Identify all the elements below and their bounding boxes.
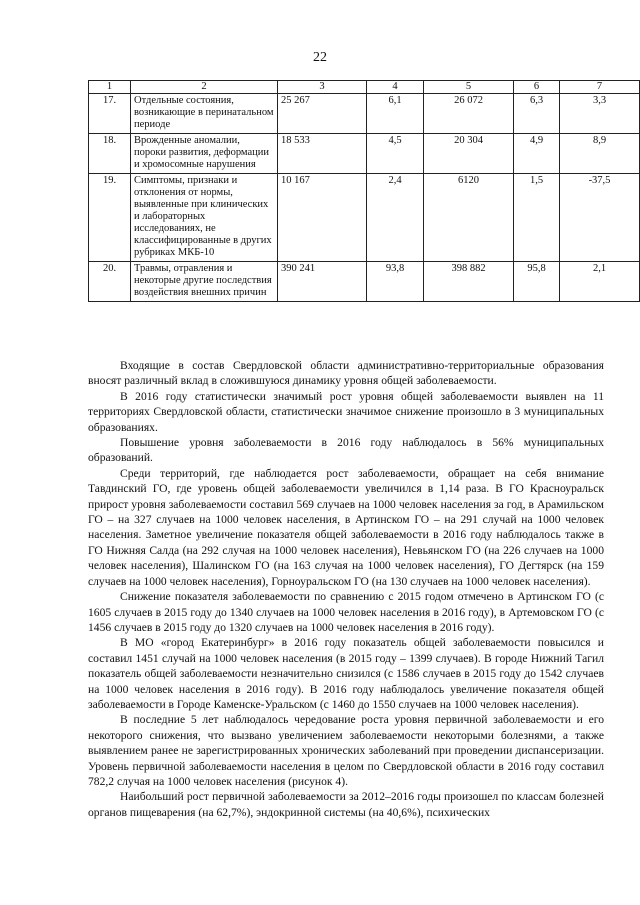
share-2015: 4,5 [367,134,424,174]
disease-class: Врожденные аномалии, пороки развития, деформации и хромосомные нарушения [131,134,278,174]
table-row [89,174,640,262]
cases-2015: 18 533 [278,134,367,174]
table-row [89,134,640,174]
change-percent: 2,1 [560,262,640,302]
paragraph: В 2016 году статистически значимый рост уровня общей заболеваемости выявлен на 11 территориях Свердловской области, статистически значимое снижение произошло в 3 муниципальных образованиях. [88,389,604,434]
paragraph: Повышение уровня заболеваемости в 2016 году наблюдалось в 56% муниципальных образований. [88,436,604,465]
paragraph: В МО «город Екатеринбург» в 2016 году показатель общей заболеваемости повысился и составил 1451 случай на 1000 человек населения (в 2015 году – 1399 случаев). В городе Нижний Тагил показатель общей заболеваемости незначительно снизился (с 1586 случаев в 2015 году до 1542 случаев на 1000 человек населения в 2016 году). В 2016 году наблюдалось увеличение показателя общей заболеваемости в Городе Каменске-Уральском (с 1460 до 1550 случаев на 1000 человек населения). [88,636,604,711]
share-2016: 6,3 [514,94,560,134]
change-percent: 8,9 [560,134,640,174]
paragraph: Входящие в состав Свердловской области административно-территориальные образования вносят различный вклад в сложившуюся динамику уровня общей заболеваемости. [88,359,604,388]
cases-2016: 26 072 [424,94,514,134]
share-2015: 6,1 [367,94,424,134]
row-number: 17. [89,94,131,134]
cases-2016: 6120 [424,174,514,262]
share-2016: 1,5 [514,174,560,262]
morbidity-table [88,80,640,302]
row-number: 20. [89,262,131,302]
share-2015: 93,8 [367,262,424,302]
share-2016: 4,9 [514,134,560,174]
header-cell-6: 6 [514,81,560,94]
paragraph: В последние 5 лет наблюдалось чередование роста уровня первичной заболеваемости и его некоторого снижения, что вызвано увеличением заболеваемости некоторыми болезнями, а также выявлением ранее не зарегистрированных хронических заболеваний при проведении диспансеризации. Уровень первичной заболеваемости населения в целом по Свердловской области в 2016 году составил 782,2 случая на 1000 человек населения (рисунок 4). [88,713,604,788]
paragraph: Среди территорий, где наблюдается рост заболеваемости, обращает на себя внимание Тавдинский ГО, где уровень общей заболеваемости увеличился в 1,14 раза. В ГО Красноуральск прирост уровня заболеваемости составил 569 случаев на 1000 человек населения за год, в Арамильском ГО – на 327 случаев на 1000 человек населения, в Артинском ГО – на 291 случай на 1000 человек населения. Заметное увеличение показателя общей заболеваемости в 2016 году наблюдалось также в ГО Нижняя Салда (на 292 случая на 1000 человек населения), Невьянском ГО (на 226 случаев на 1000 человек населения), Шалинском ГО (на 163 случая на 1000 человек населения), ГО Дегтярск (на 159 случаев на 1000 человек населения), Горноуральском ГО (на 130 случаев на 1000 человек населения). [88,466,604,588]
share-2015: 2,4 [367,174,424,262]
cases-2016: 20 304 [424,134,514,174]
cases-2015: 10 167 [278,174,367,262]
disease-class: Травмы, отравления и некоторые другие последствия воздействия внешних причин [131,262,278,302]
row-number: 18. [89,134,131,174]
share-2016: 95,8 [514,262,560,302]
disease-class: Отдельные состояния, возникающие в перинатальном периоде [131,94,278,134]
row-number: 19. [89,174,131,262]
paragraph: Снижение показателя заболеваемости по сравнению с 2015 годом отмечено в Артинском ГО (с 1605 случаев в 2015 году до 1340 случаев на 1000 человек населения в 2016 году), в Артемовском ГО (с 1456 случаев в 2015 году до 1320 случаев на 1000 человек населения в 2016 году). [88,590,604,634]
table-row [89,94,640,134]
change-percent: -37,5 [560,174,640,262]
header-cell-1: 1 [89,81,131,94]
header-cell-3: 3 [278,81,367,94]
cases-2015: 25 267 [278,94,367,134]
header-cell-4: 4 [367,81,424,94]
header-cell-2: 2 [131,81,278,94]
table-header-row [89,81,640,94]
paragraph: Наибольший рост первичной заболеваемости за 2012–2016 годы произошел по классам болезней органов пищеварения (на 62,7%), эндокринной системы (на 40,6%), психических [88,790,604,819]
change-percent: 3,3 [560,94,640,134]
table-row [89,262,640,302]
header-cell-7: 7 [560,81,640,94]
cases-2016: 398 882 [424,262,514,302]
body-text [88,358,604,820]
disease-class: Симптомы, признаки и отклонения от нормы, выявленные при клинических и лабораторных исследованиях, не классифицированные в других рубриках МКБ-10 [131,174,278,262]
cases-2015: 390 241 [278,262,367,302]
header-cell-5: 5 [424,81,514,94]
page-number: 22 [313,50,327,65]
